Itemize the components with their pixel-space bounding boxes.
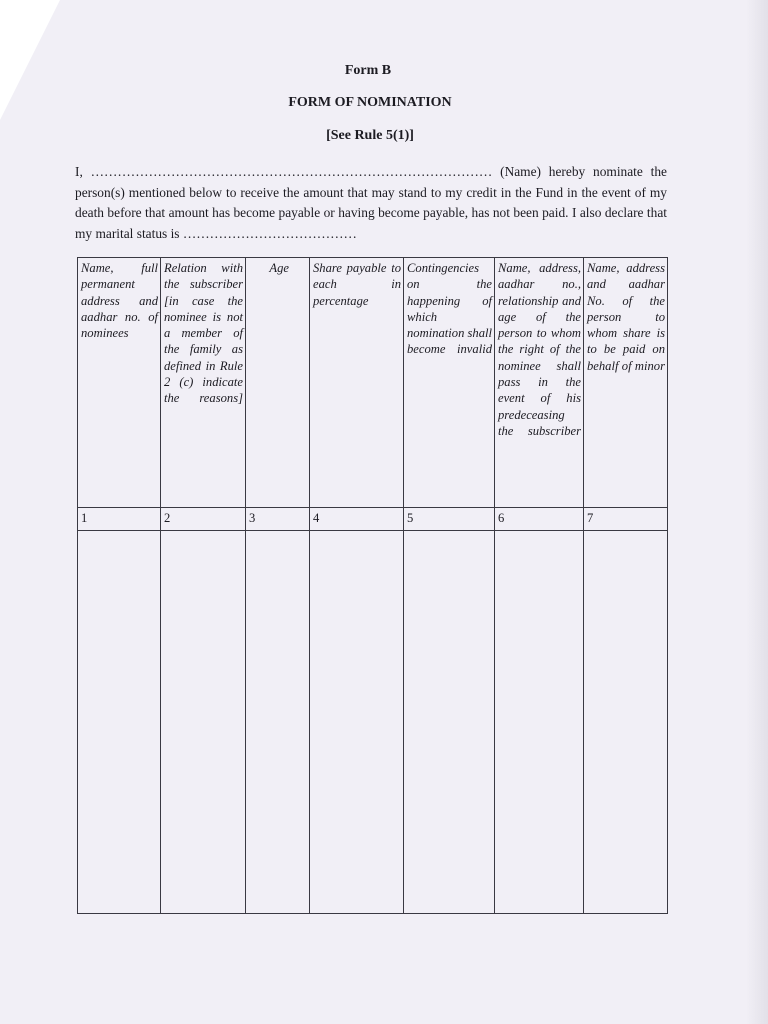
column-number: 3	[246, 508, 310, 531]
column-number: 6	[495, 508, 584, 531]
header-minor-guardian: Name, address and aadhar No. of the person to whom share is to be paid on behalf of minor	[584, 258, 668, 508]
rule-reference: [See Rule 5(1)]	[326, 128, 414, 143]
header-age: Age	[246, 258, 310, 508]
column-number: 4	[310, 508, 404, 531]
page-edge-shadow	[746, 0, 768, 1024]
form-label: Form B	[344, 63, 392, 78]
header-contingencies: Contingencies on the happening of which nomination shall become invalid	[404, 258, 495, 508]
declaration-text: I, ……………………………………………………………………………… (Name) hereby nominate the person(s) mentioned below to receive the amount that may stand to my credit in the Fund in the event of my death before that amount has become payable or having become payable, has not been paid. I also declare that my marital status is …………………………………	[75, 164, 667, 241]
header-nominee-name: Name, full permanent address and aadhar no. of nominees	[78, 258, 161, 508]
header-row	[78, 258, 668, 508]
column-number-row	[78, 508, 668, 531]
entry-cell[interactable]	[246, 531, 310, 914]
entry-cell[interactable]	[161, 531, 246, 914]
header-share: Share payable to each in percentage	[310, 258, 404, 508]
column-number: 1	[78, 508, 161, 531]
nomination-table	[77, 257, 668, 914]
column-number: 7	[584, 508, 668, 531]
form-title: FORM OF NOMINATION	[288, 95, 452, 110]
entry-row	[78, 531, 668, 914]
column-number: 2	[161, 508, 246, 531]
entry-cell[interactable]	[78, 531, 161, 914]
entry-cell[interactable]	[584, 531, 668, 914]
entry-cell[interactable]	[404, 531, 495, 914]
entry-cell[interactable]	[310, 531, 404, 914]
header-relation: Relation with the subscriber [in case the nominee is not a member of the family as defined in Rule 2 (c) indicate the reasons]	[161, 258, 246, 508]
header-alternate-nominee: Name, address, aadhar no., relationship and age of the person to whom the right of the nominee shall pass in the event of his predeceasing the subscriber	[495, 258, 584, 508]
entry-cell[interactable]	[495, 531, 584, 914]
column-number: 5	[404, 508, 495, 531]
